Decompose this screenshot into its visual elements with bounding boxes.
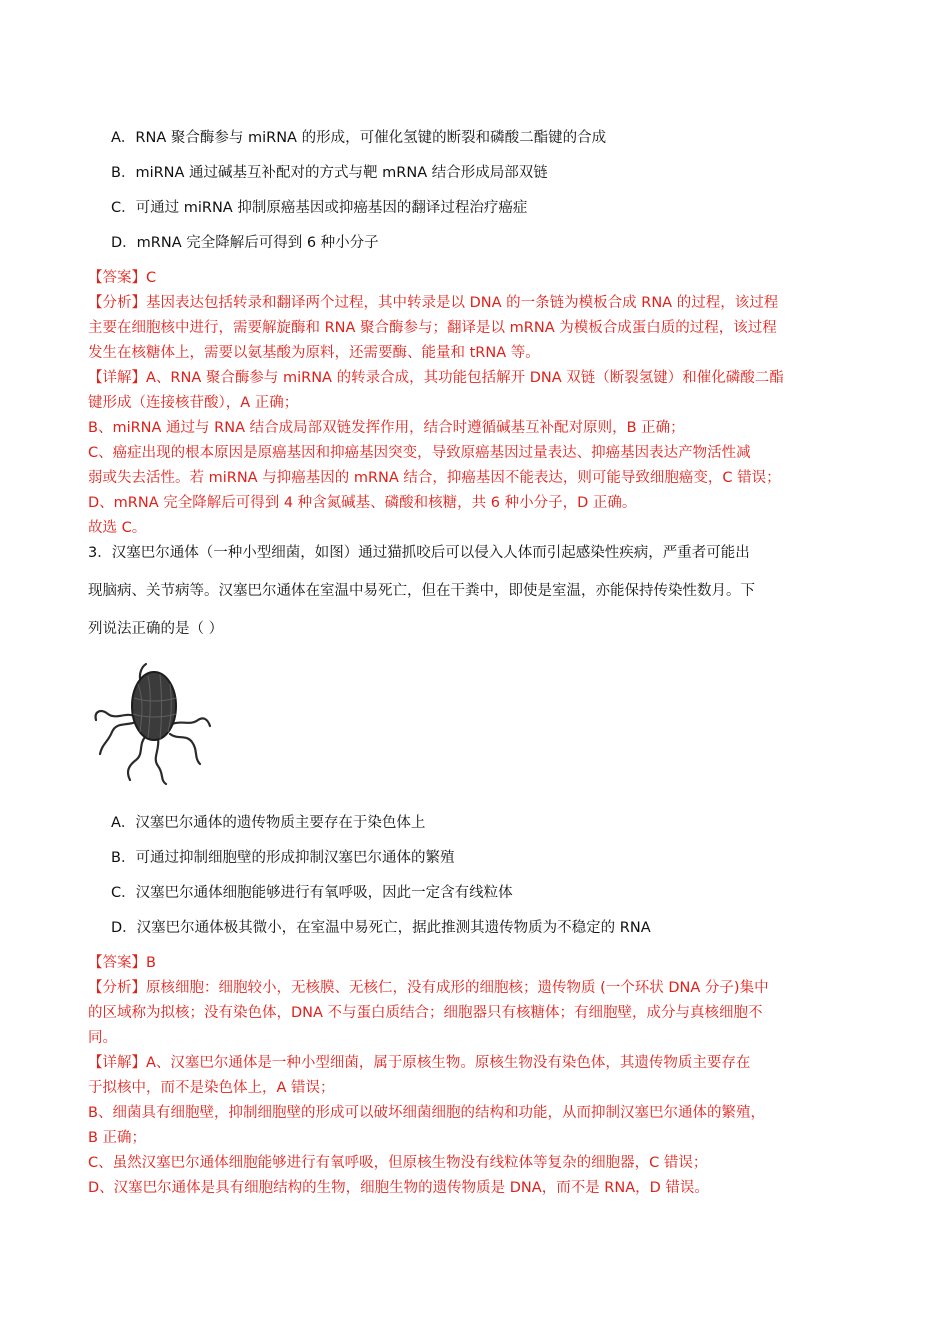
q2-option-c: C．可通过 miRNA 抑制原癌基因或抑癌基因的翻译过程治疗癌症 (111, 200, 528, 216)
q3-answer: 【答案】B (88, 955, 156, 971)
q2-detail-line: 【详解】A、RNA 聚合酶参与 miRNA 的转录合成，其功能包括解开 DNA 双链（断裂氢键）和催化磷酸二酯 (88, 370, 784, 386)
q2-detail-line: C、癌症出现的根本原因是原癌基因和抑癌基因突变，导致原癌基因过量表达、抑癌基因表达产物活性减 (88, 445, 751, 461)
q3-stem-line: 3．汉塞巴尔通体（一种小型细菌，如图）通过猫抓咬后可以侵入人体而引起感染性疾病，严重者可能出 (88, 545, 750, 561)
q3-option-d: D．汉塞巴尔通体极其微小，在室温中易死亡，据此推测其遗传物质为不稳定的 RNA (111, 920, 651, 936)
q2-option-d: D．mRNA 完全降解后可得到 6 种小分子 (111, 235, 379, 251)
q2-detail-line: D、mRNA 完全降解后可得到 4 种含氮碱基、磷酸和核糖，共 6 种小分子，D 正确。 (88, 495, 637, 511)
q2-analysis-line: 主要在细胞核中进行，需要解旋酶和 RNA 聚合酶参与；翻译是以 mRNA 为模板合成蛋白质的过程，该过程 (88, 320, 777, 336)
q2-answer: 【答案】C (88, 270, 157, 286)
q3-analysis-line: 的区域称为拟核；没有染色体，DNA 不与蛋白质结合；细胞器只有核糖体；有细胞壁，成分与真核细胞不 (88, 1005, 763, 1021)
q3-option-b: B．可通过抑制细胞壁的形成抑制汉塞巴尔通体的繁殖 (111, 850, 455, 866)
q3-option-c: C．汉塞巴尔通体细胞能够进行有氧呼吸，因此一定含有线粒体 (111, 885, 513, 901)
q3-detail-line: D、汉塞巴尔通体是具有细胞结构的生物，细胞生物的遗传物质是 DNA，而不是 RNA，D 错误。 (88, 1180, 709, 1196)
q3-detail-line: B 正确； (88, 1130, 147, 1146)
bacterium-figure (86, 654, 214, 786)
q2-option-a: A．RNA 聚合酶参与 miRNA 的形成，可催化氢键的断裂和磷酸二酯键的合成 (111, 130, 607, 146)
q3-detail-line: C、虽然汉塞巴尔通体细胞能够进行有氧呼吸，但原核生物没有线粒体等复杂的细胞器，C 错误； (88, 1155, 708, 1171)
q3-stem-line: 列说法正确的是（ ） (88, 621, 224, 637)
q2-analysis-line: 【分析】基因表达包括转录和翻译两个过程，其中转录是以 DNA 的一条链为模板合成 RNA 的过程，该过程 (88, 295, 779, 311)
q2-detail-line: 键形成（连接核苷酸），A 正确； (88, 395, 299, 411)
q3-stem-line: 现脑病、关节病等。汉塞巴尔通体在室温中易死亡，但在干粪中，即使是室温，亦能保持传染性数月。下 (88, 583, 755, 599)
q3-detail-line: 于拟核中，而不是染色体上，A 错误； (88, 1080, 335, 1096)
q2-analysis-line: 发生在核糖体上，需要以氨基酸为原料，还需要酶、能量和 tRNA 等。 (88, 345, 540, 361)
q3-analysis-line: 同。 (88, 1030, 117, 1046)
q3-detail-line: 【详解】A、汉塞巴尔通体是一种小型细菌，属于原核生物。原核生物没有染色体，其遗传物质主要存在 (88, 1055, 751, 1071)
q2-detail-line: B、miRNA 通过与 RNA 结合成局部双链发挥作用，结合时遵循碱基互补配对原则，B 正确； (88, 420, 685, 436)
q2-option-b: B．miRNA 通过碱基互补配对的方式与靶 mRNA 结合形成局部双链 (111, 165, 548, 181)
q3-detail-line: B、细菌具有细胞壁，抑制细胞壁的形成可以破坏细菌细胞的结构和功能，从而抑制汉塞巴尔通体的繁殖， (88, 1105, 765, 1121)
q2-conclusion: 故选 C。 (88, 520, 147, 536)
q2-detail-line: 弱或失去活性。若 miRNA 与抑癌基因的 mRNA 结合，抑癌基因不能表达，则可能导致细胞癌变，C 错误； (88, 470, 781, 486)
q3-option-a: A．汉塞巴尔通体的遗传物质主要存在于染色体上 (111, 815, 426, 831)
q3-analysis-line: 【分析】原核细胞：细胞较小，无核膜、无核仁，没有成形的细胞核；遗传物质 (一个环状 DNA 分子)集中 (88, 980, 769, 996)
